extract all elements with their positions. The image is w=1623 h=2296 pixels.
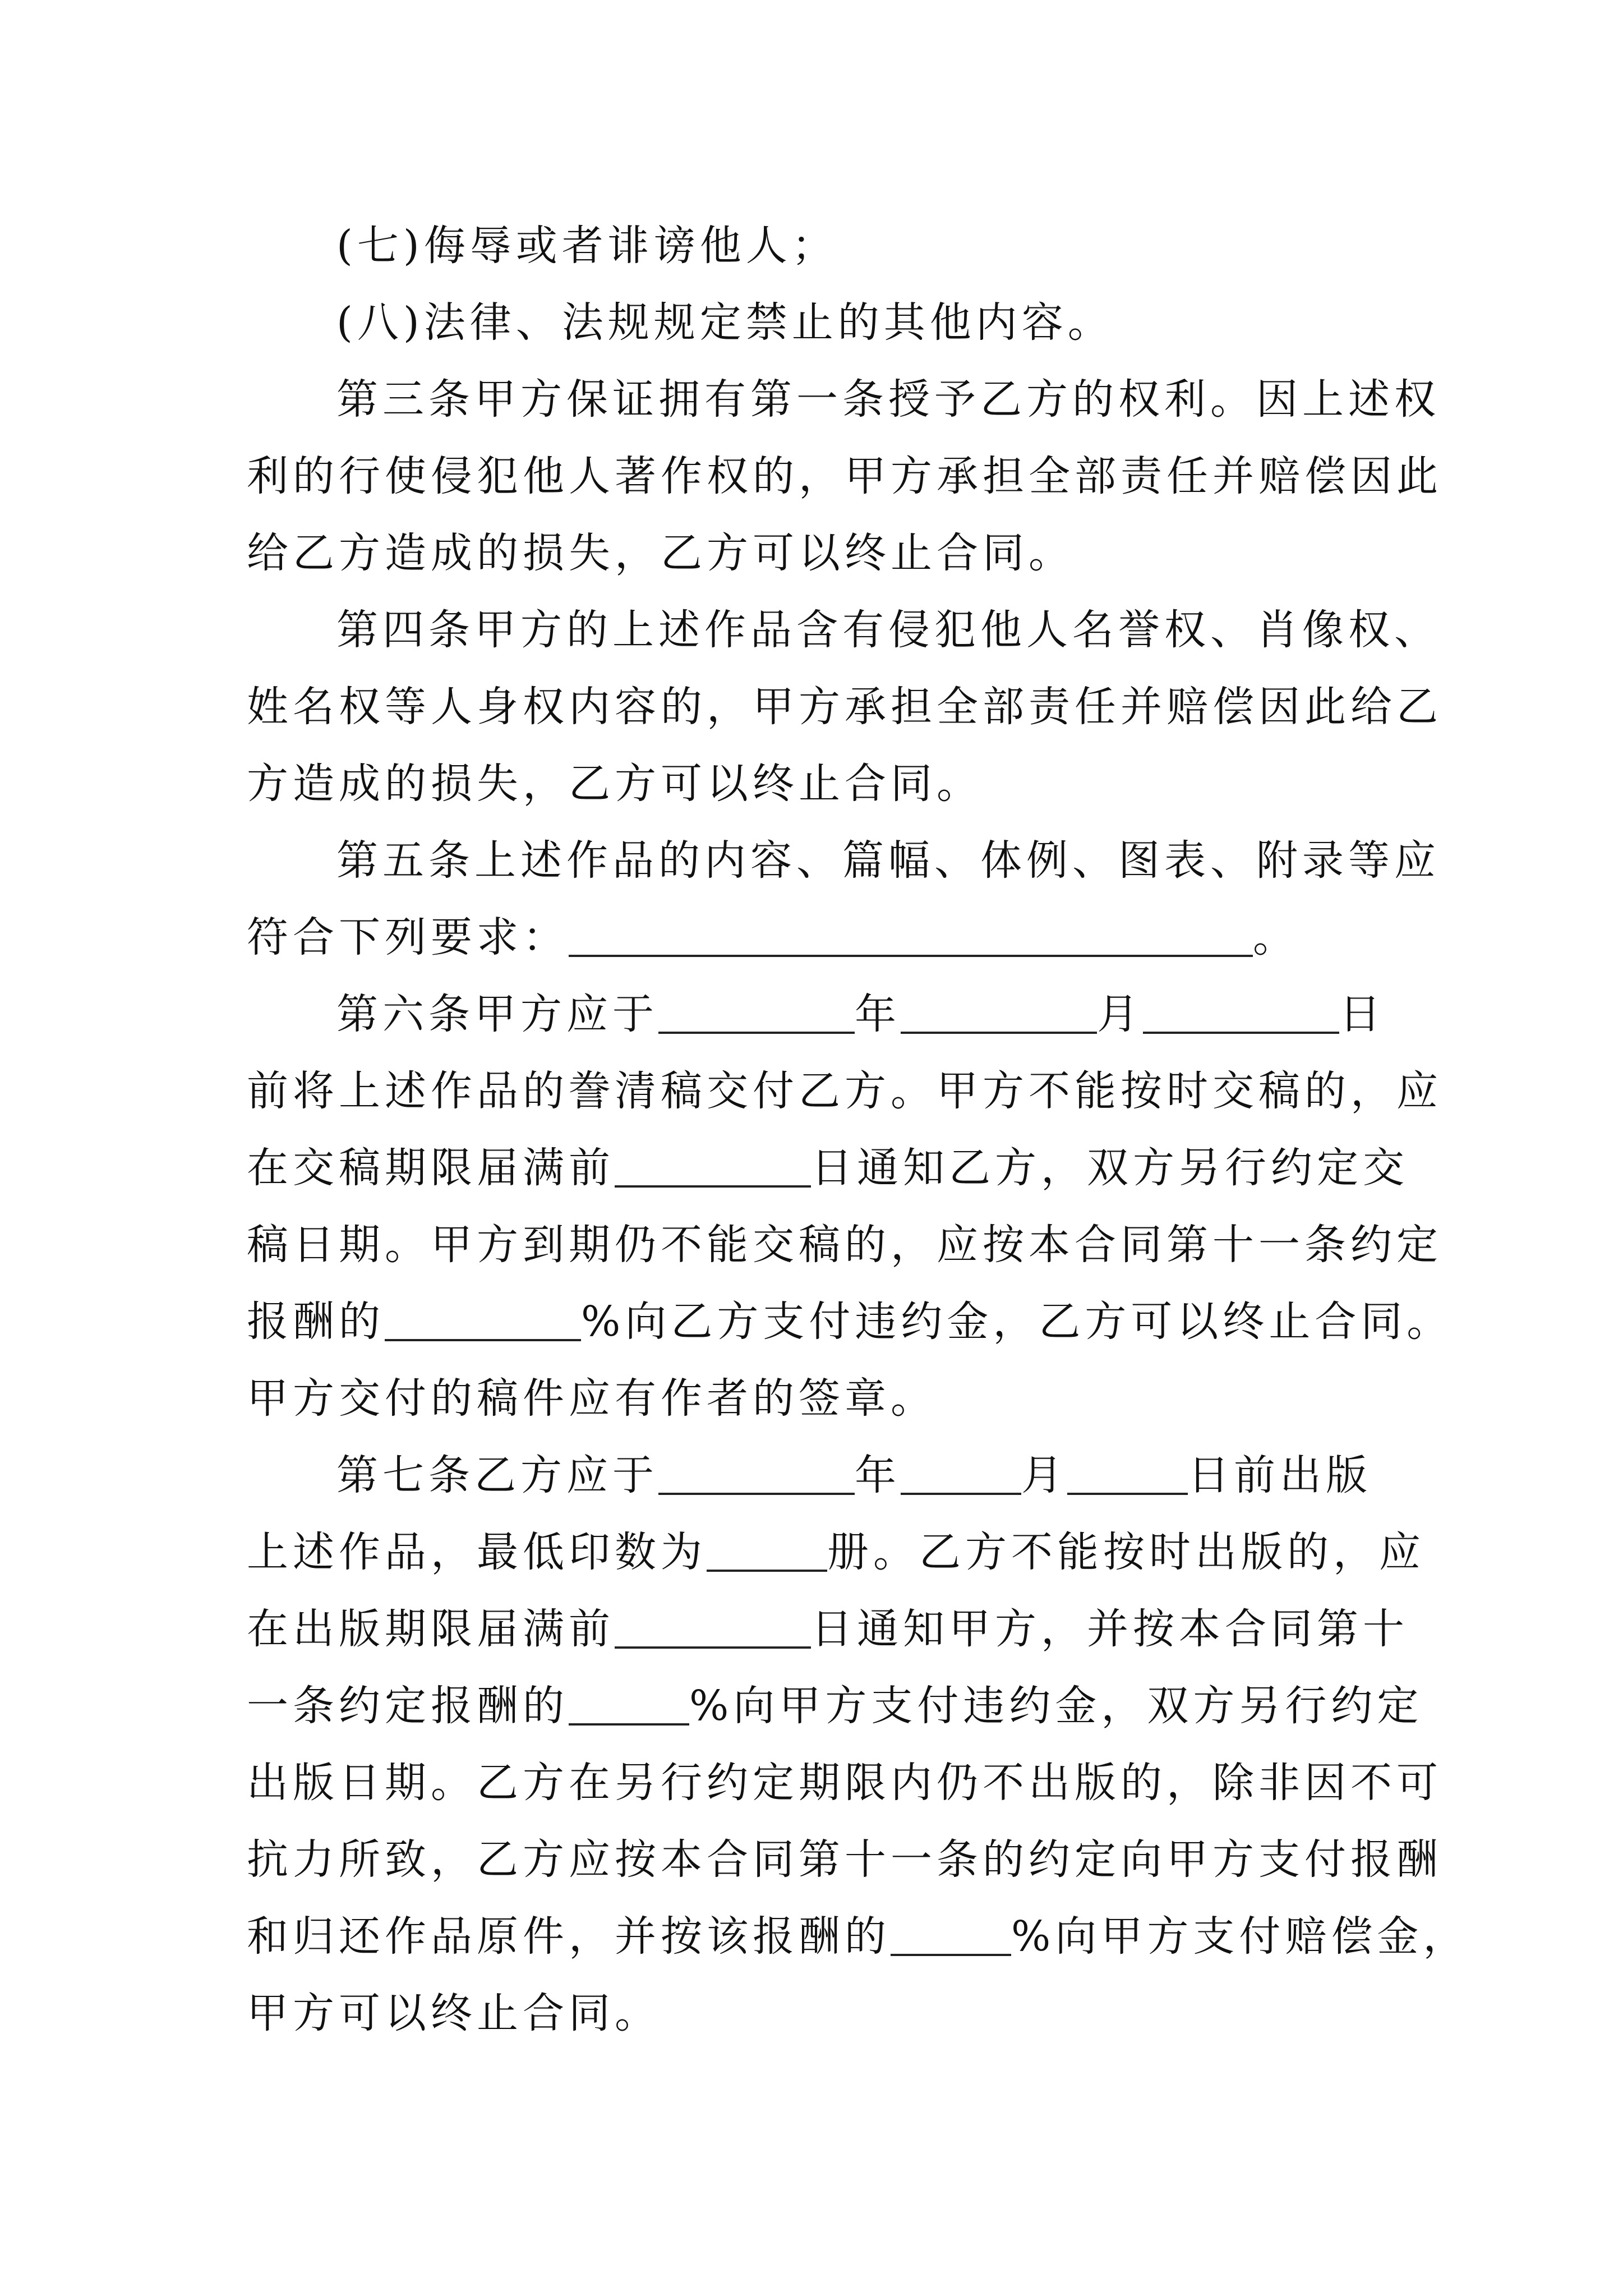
blank-field[interactable] <box>901 1453 1021 1495</box>
article-7-line-4 <box>247 1668 1423 1745</box>
article-4-line-2: 姓名权等人身权内容的，甲方承担全部责任并赔偿因此给乙 <box>247 683 1442 731</box>
document-body <box>247 208 1469 2052</box>
text-segment: 一条约定报酬的 <box>247 1682 569 1730</box>
text-segment: 日前出版 <box>1188 1451 1372 1499</box>
blank-field[interactable] <box>1143 992 1339 1034</box>
article-4-line-3: 方造成的损失，乙方可以终止合同。 <box>247 760 983 808</box>
article-3-line-2: 利的行使侵犯他人著作权的，甲方承担全部责任并赔偿因此 <box>247 452 1442 500</box>
text-segment: 日 <box>1339 990 1385 1038</box>
text-segment: %向甲方支付违约金，双方另行约定 <box>689 1682 1423 1730</box>
text-segment: 在交稿期限届满前 <box>247 1144 615 1192</box>
blank-field[interactable] <box>658 992 855 1034</box>
article-7-line-6: 抗力所致，乙方应按本合同第十一条的约定向甲方支付报酬 <box>247 1835 1442 1884</box>
text-segment: 月 <box>1097 990 1143 1038</box>
text-segment: 年 <box>855 1451 901 1499</box>
text-segment: 日通知乙方，双方另行约定交 <box>811 1144 1409 1192</box>
blank-field[interactable] <box>385 1300 581 1341</box>
article-4-line-1: 第四条甲方的上述作品含有侵犯他人名誉权、肖像权、 <box>336 606 1440 654</box>
clause-item-8: (八)法律、法规规定禁止的其他内容。 <box>336 298 1114 347</box>
article-6-line-3 <box>247 1130 1409 1207</box>
text-segment: %向乙方支付违约金，乙方可以终止合同。 <box>581 1297 1453 1346</box>
article-5-line-2 <box>247 899 1380 976</box>
text-segment: 报酬的 <box>247 1297 385 1346</box>
article-6-line-5 <box>247 1283 1453 1360</box>
article-7-line-7 <box>247 1898 1469 1975</box>
text-segment: 日通知甲方，并按本合同第十 <box>811 1605 1409 1653</box>
article-6-line-4: 稿日期。甲方到期仍不能交稿的，应按本合同第十一条约定 <box>247 1221 1442 1269</box>
article-6-line-1 <box>247 976 1385 1053</box>
article-7-line-5: 出版日期。乙方在另行约定期限内仍不出版的，除非因不可 <box>247 1759 1442 1807</box>
blank-field[interactable] <box>901 992 1097 1034</box>
blank-field[interactable] <box>1067 1453 1188 1495</box>
text-segment: %向甲方支付赔偿金， <box>1011 1912 1469 1961</box>
text-segment: 在出版期限届满前 <box>247 1605 615 1653</box>
article-7-line-8: 甲方可以终止合同。 <box>247 1989 661 2037</box>
blank-field[interactable] <box>707 1530 827 1572</box>
article-6-line-2: 前将上述作品的誊清稿交付乙方。甲方不能按时交稿的，应 <box>247 1067 1442 1115</box>
blank-field[interactable] <box>569 915 1253 957</box>
text-segment: 第七条乙方应于 <box>336 1451 658 1499</box>
article-3-line-1: 第三条甲方保证拥有第一条授予乙方的权利。因上述权 <box>336 375 1440 424</box>
text-segment: 和归还作品原件，并按该报酬的 <box>247 1912 891 1961</box>
article-7-line-2 <box>247 1514 1425 1591</box>
article-5-line-1: 第五条上述作品的内容、篇幅、体例、图表、附录等应 <box>336 836 1440 885</box>
text-segment: 月 <box>1021 1451 1067 1499</box>
blank-field[interactable] <box>615 1146 811 1188</box>
text-segment: 册。乙方不能按时出版的，应 <box>827 1528 1425 1576</box>
article-6-line-6: 甲方交付的稿件应有作者的签章。 <box>247 1374 937 1423</box>
text-segment: 年 <box>855 990 901 1038</box>
text-segment: 符合下列要求： <box>247 913 569 961</box>
article-3-line-3: 给乙方造成的损失，乙方可以终止合同。 <box>247 529 1075 577</box>
blank-field[interactable] <box>569 1684 689 1726</box>
text-segment: 上述作品，最低印数为 <box>247 1528 707 1576</box>
article-7-line-3 <box>247 1591 1409 1668</box>
blank-field[interactable] <box>891 1915 1011 1956</box>
blank-field[interactable] <box>658 1453 855 1495</box>
text-segment: 第六条甲方应于 <box>336 990 658 1038</box>
text-segment: 。 <box>1253 913 1299 961</box>
blank-field[interactable] <box>615 1607 811 1649</box>
article-7-line-1 <box>247 1437 1380 1514</box>
clause-item-7: (七)侮辱或者诽谤他人； <box>336 222 838 270</box>
